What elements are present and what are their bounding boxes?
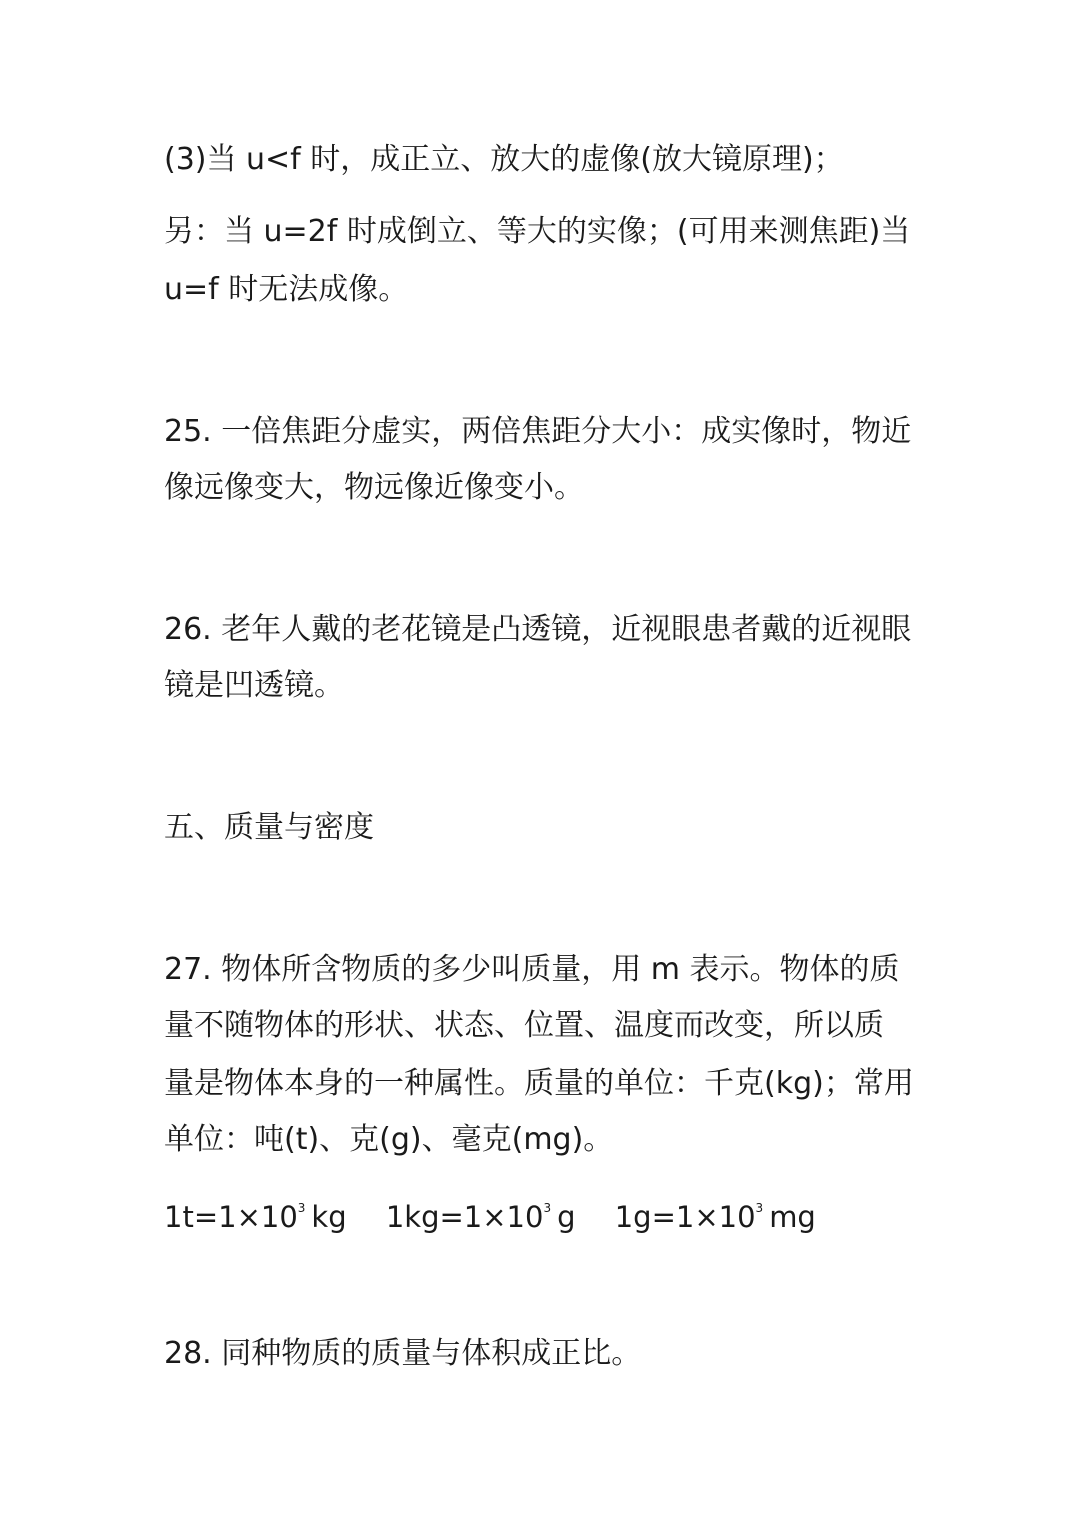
- item-27-line-1: 27. 物体所含物质的多少叫质量，用 m 表示。物体的质: [164, 952, 900, 987]
- formula-unit: mg: [769, 1199, 816, 1234]
- formula-term-kilogram: [386, 1200, 576, 1234]
- section-heading: 五、质量与密度: [164, 810, 374, 845]
- item-26-line-1: 26. 老年人戴的老花镜是凸透镜，近视眼患者戴的近视眼: [164, 612, 912, 647]
- formula-unit: g: [557, 1199, 576, 1234]
- unit-conversion-formula: [164, 1192, 846, 1237]
- item-27-line-3: 量是物体本身的一种属性。质量的单位：千克(kg)；常用: [164, 1066, 914, 1101]
- item-27-line-2: 量不随物体的形状、状态、位置、温度而改变，所以质: [164, 1008, 884, 1043]
- formula-exponent: 3: [755, 1201, 764, 1215]
- formula-exponent: 3: [543, 1201, 552, 1215]
- formula-term-tonne: [164, 1200, 347, 1234]
- lens-note-line-2: u=f 时无法成像。: [164, 272, 409, 307]
- formula-base: 1kg=1×10: [385, 1199, 544, 1234]
- item-25-line-2: 像远像变大，物远像近像变小。: [164, 470, 584, 505]
- item-28-line-1: 28. 同种物质的质量与体积成正比。: [164, 1336, 642, 1371]
- lens-rule-3: (3)当 u<f 时，成正立、放大的虚像(放大镜原理)；: [164, 142, 844, 177]
- item-26-line-2: 镜是凹透镜。: [164, 668, 344, 703]
- formula-unit: kg: [311, 1199, 347, 1234]
- item-27-line-4: 单位：吨(t)、克(g)、毫克(mg)。: [164, 1122, 614, 1157]
- formula-exponent: 3: [297, 1201, 306, 1215]
- formula-base: 1g=1×10: [614, 1199, 756, 1234]
- lens-note-line-1: 另：当 u=2f 时成倒立、等大的实像；(可用来测焦距)当: [164, 214, 911, 249]
- formula-term-gram: [615, 1200, 816, 1234]
- formula-base: 1t=1×10: [164, 1199, 298, 1234]
- item-25-line-1: 25. 一倍焦距分虚实，两倍焦距分大小：成实像时，物近: [164, 414, 912, 449]
